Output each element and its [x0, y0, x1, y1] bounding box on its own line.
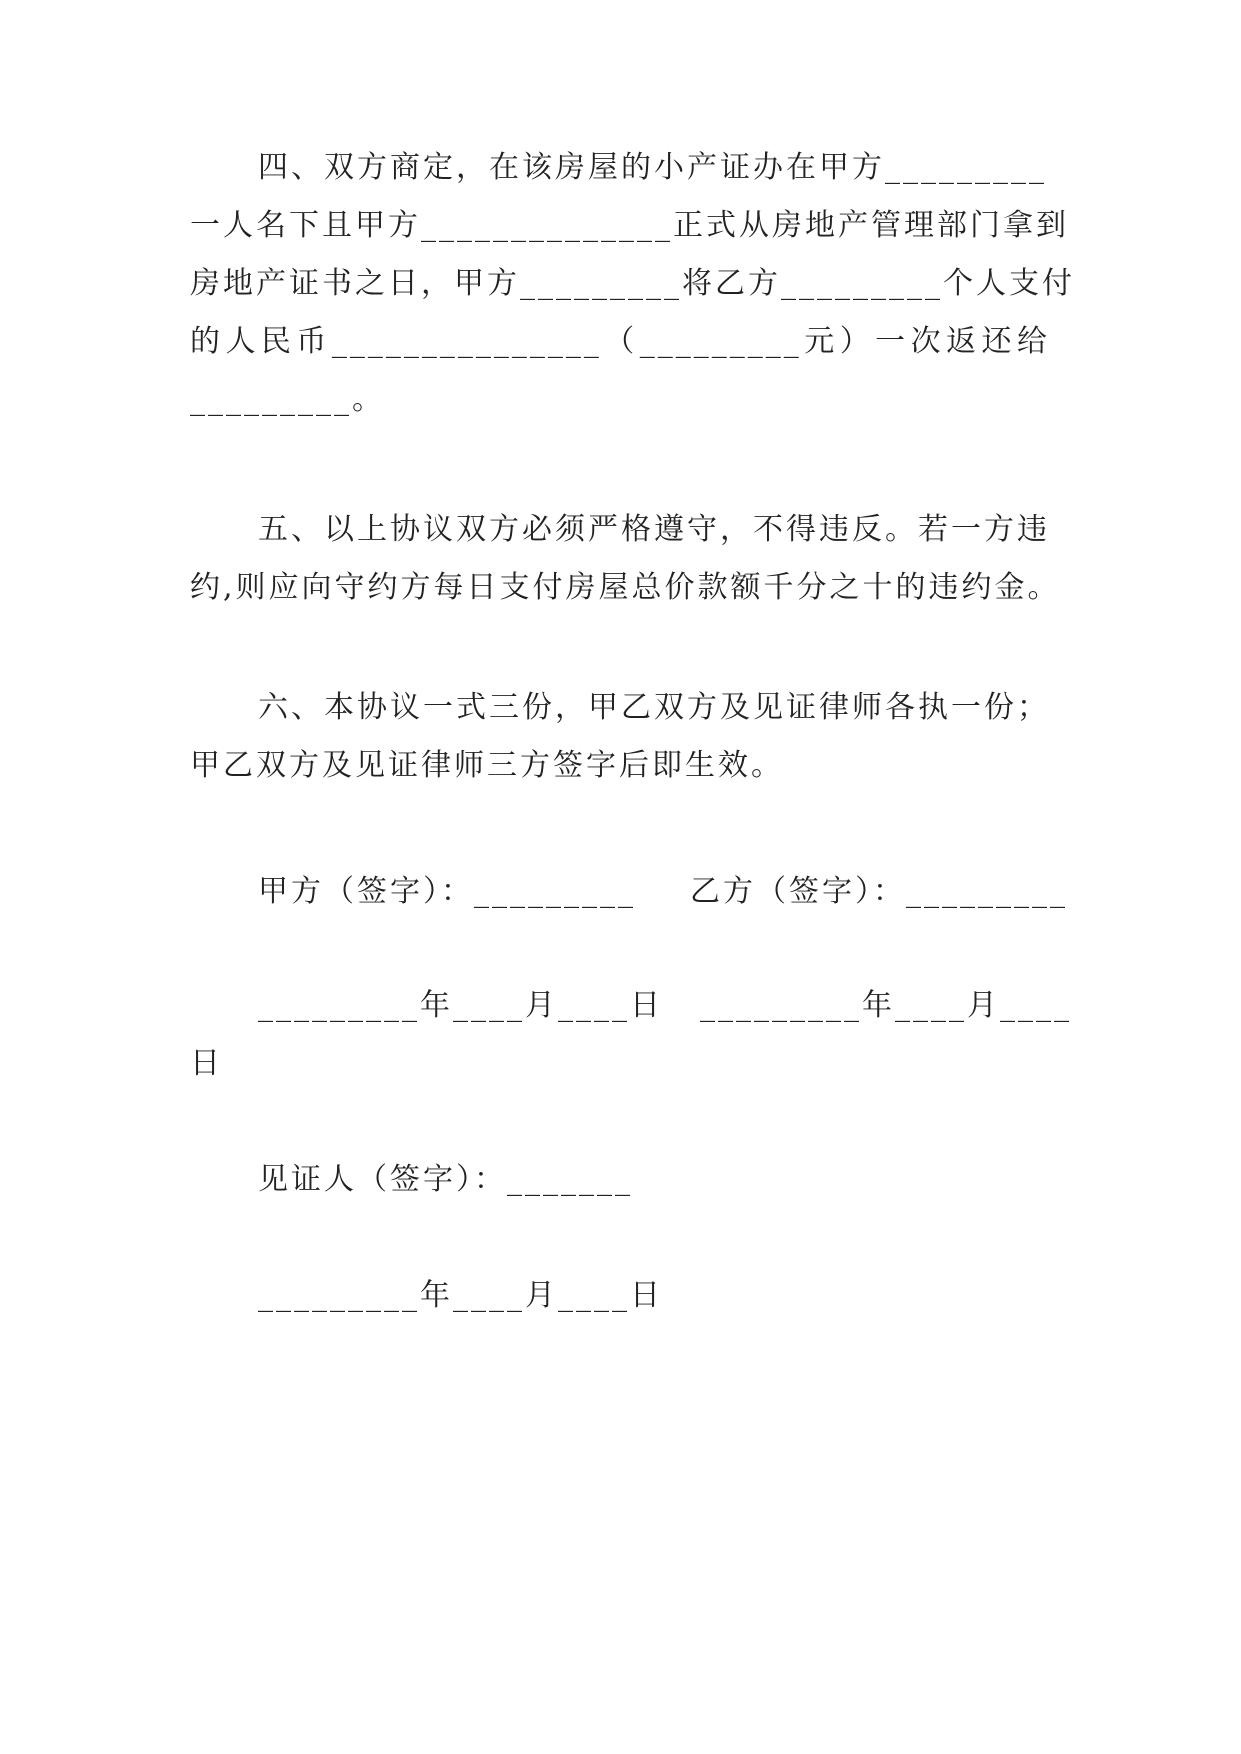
clause-4-line-1: 四、双方商定，在该房屋的小产证办在甲方_________ — [258, 150, 1047, 185]
clause-4-line-5: _________。 — [190, 382, 385, 417]
clause-4-line-4: 的人民币_______________（_________元）一次返还给 — [190, 324, 1050, 359]
clause-5-line-1: 五、以上协议双方必须严格遵守，不得违反。若一方违 — [258, 512, 1050, 547]
party-b-date: _________年____月____ — [700, 988, 1072, 1023]
party-a-date: _________年____月____日 — [258, 988, 663, 1023]
party-b-signature: 乙方（签字）：_________ — [690, 874, 1068, 909]
witness-signature: 见证人（签字）：_______ — [258, 1162, 633, 1197]
clause-5-line-2: 约,则应向守约方每日支付房屋总价款额千分之十的违约金。 — [190, 570, 1061, 605]
party-b-date-day: 日 — [190, 1046, 223, 1081]
clause-4-line-3: 房地产证书之日，甲方_________将乙方_________个人支付 — [190, 266, 1075, 301]
clause-6-line-1: 六、本协议一式三份，甲乙双方及见证律师各执一份； — [258, 690, 1050, 725]
clause-4-line-2: 一人名下且甲方______________正式从房地产管理部门拿到 — [190, 208, 1069, 243]
clause-6-line-2: 甲乙双方及见证律师三方签字后即生效。 — [190, 748, 784, 783]
witness-date: _________年____月____日 — [258, 1278, 663, 1313]
party-a-signature: 甲方（签字）：_________ — [258, 874, 636, 909]
